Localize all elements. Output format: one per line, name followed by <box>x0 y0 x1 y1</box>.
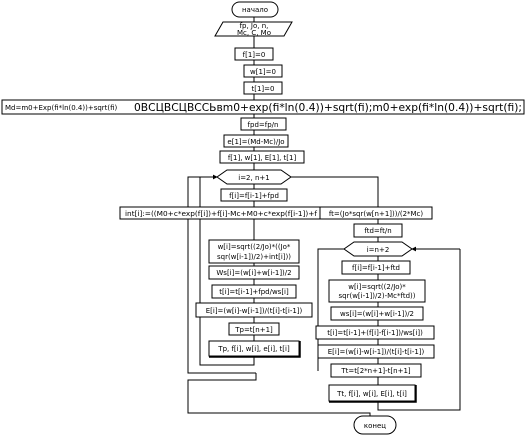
init-t-box <box>244 82 282 94</box>
w2-box <box>329 280 425 302</box>
integral-text: int[i]:=((M0+c*exp(f[i])+f[i]-Mc+M0+c*exp(f[i-1])+f <box>125 210 318 218</box>
md-formula-short: Md=m0+Exp(fi*ln(0.4))+sqrt(fi) <box>5 104 118 112</box>
e1-box <box>224 135 288 147</box>
init-f-text: f[1]=0 <box>242 51 266 59</box>
w2-line-1: w[i]=sqrt((2/Jo)* <box>348 283 406 291</box>
output1-text: f[1], w[1], E[1], t[1] <box>227 154 297 162</box>
fi2-box <box>342 261 410 274</box>
t1-text: t[i]=t[i-1]+fpd/ws[i] <box>219 288 289 296</box>
ft-text: ft=(Jo*sqr(w[n+1]))/(2*Mc) <box>328 210 424 218</box>
input-line-2: Mc, C, Mo <box>237 29 271 37</box>
ws2-text: ws[i]=(w[i]+w[i-1])/2 <box>339 310 415 318</box>
integral-box <box>120 207 320 219</box>
start-label: начало <box>241 6 269 14</box>
ws1-text: Ws[i]=(w[i]+w[i-1])/2 <box>216 269 292 277</box>
init-w-box <box>244 65 282 77</box>
loop2-text: i=n+2 <box>366 246 390 254</box>
output1-box <box>220 151 304 163</box>
output-tp-box <box>209 341 300 357</box>
loop2-hexagon <box>344 242 412 256</box>
fi1-box <box>221 189 287 201</box>
md-formula-box <box>2 100 524 114</box>
tt-text: Tt=t[2*n+1]-t[n+1] <box>341 367 411 375</box>
e1-loop-box <box>196 303 312 317</box>
ws2-box <box>331 307 423 320</box>
start-terminator <box>232 2 278 17</box>
ftd-box <box>354 224 402 237</box>
ftd-text: ftd=ft/n <box>364 227 392 235</box>
fpd-box <box>241 118 286 130</box>
w1-line-2: sqr(w[i-1])/2)+int[i])) <box>217 253 291 261</box>
tp-box <box>229 323 279 335</box>
input-line-1: fp, Jo, n, <box>239 22 269 30</box>
fi1-text: f[i]=f[i-1]+fpd <box>229 192 279 200</box>
ft-box <box>320 207 432 219</box>
md-formula-long: 0ВСЦВСЦВССЬвm0+exp(fi*ln(0.4))+sqrt(fi);m0+exp(fi*ln(0.4))+sqrt(fi); <box>134 101 522 114</box>
tp-text: Tp=t[n+1] <box>235 326 273 334</box>
e2-loop-text: E[i]=(w[i]-w[i-1])/(t[i]-t[i-1]) <box>327 348 425 356</box>
w2-line-2: sqr(w[i-1])/2)-Mc*ftd)) <box>338 292 416 300</box>
output-tt-box <box>329 385 416 402</box>
loop1-text: i=2, n+1 <box>238 174 270 182</box>
t2-text: t[i]=t[i-1]+(f[i]-f[i-1])/ws[i]) <box>327 329 423 337</box>
init-w-text: w[1]=0 <box>250 68 276 76</box>
tt-box <box>331 364 421 377</box>
output-tp-text: Tp, f[i], w[i], e[i], t[i] <box>218 345 290 353</box>
fpd-text: fpd=fp/n <box>247 121 279 129</box>
end-label: конец <box>363 422 387 430</box>
e1-loop-text: E[i]=(w[i]-w[i-1])/(t[i]-t[i-1]) <box>205 307 303 315</box>
w1-line-1: w[i]=sqrt((2/Jo)*((Jo* <box>217 243 291 251</box>
end-terminator <box>354 416 396 434</box>
w1-box <box>209 240 299 263</box>
e2-loop-box <box>318 345 434 358</box>
fi2-text: f[i]=f[i-1]+ftd <box>352 264 400 272</box>
input-parallelogram <box>215 22 292 37</box>
loop1-hexagon <box>217 170 291 184</box>
ws1-box <box>209 266 299 279</box>
t1-box <box>212 285 296 298</box>
output-tt-text: Tt, f[i], w[i], E[i], t[i] <box>337 390 407 398</box>
init-t-text: t[1]=0 <box>251 85 275 93</box>
t2-box <box>316 326 434 339</box>
init-f-box <box>235 48 273 60</box>
e1-text: e[1]=(Md-Mc)/Jo <box>227 138 285 146</box>
